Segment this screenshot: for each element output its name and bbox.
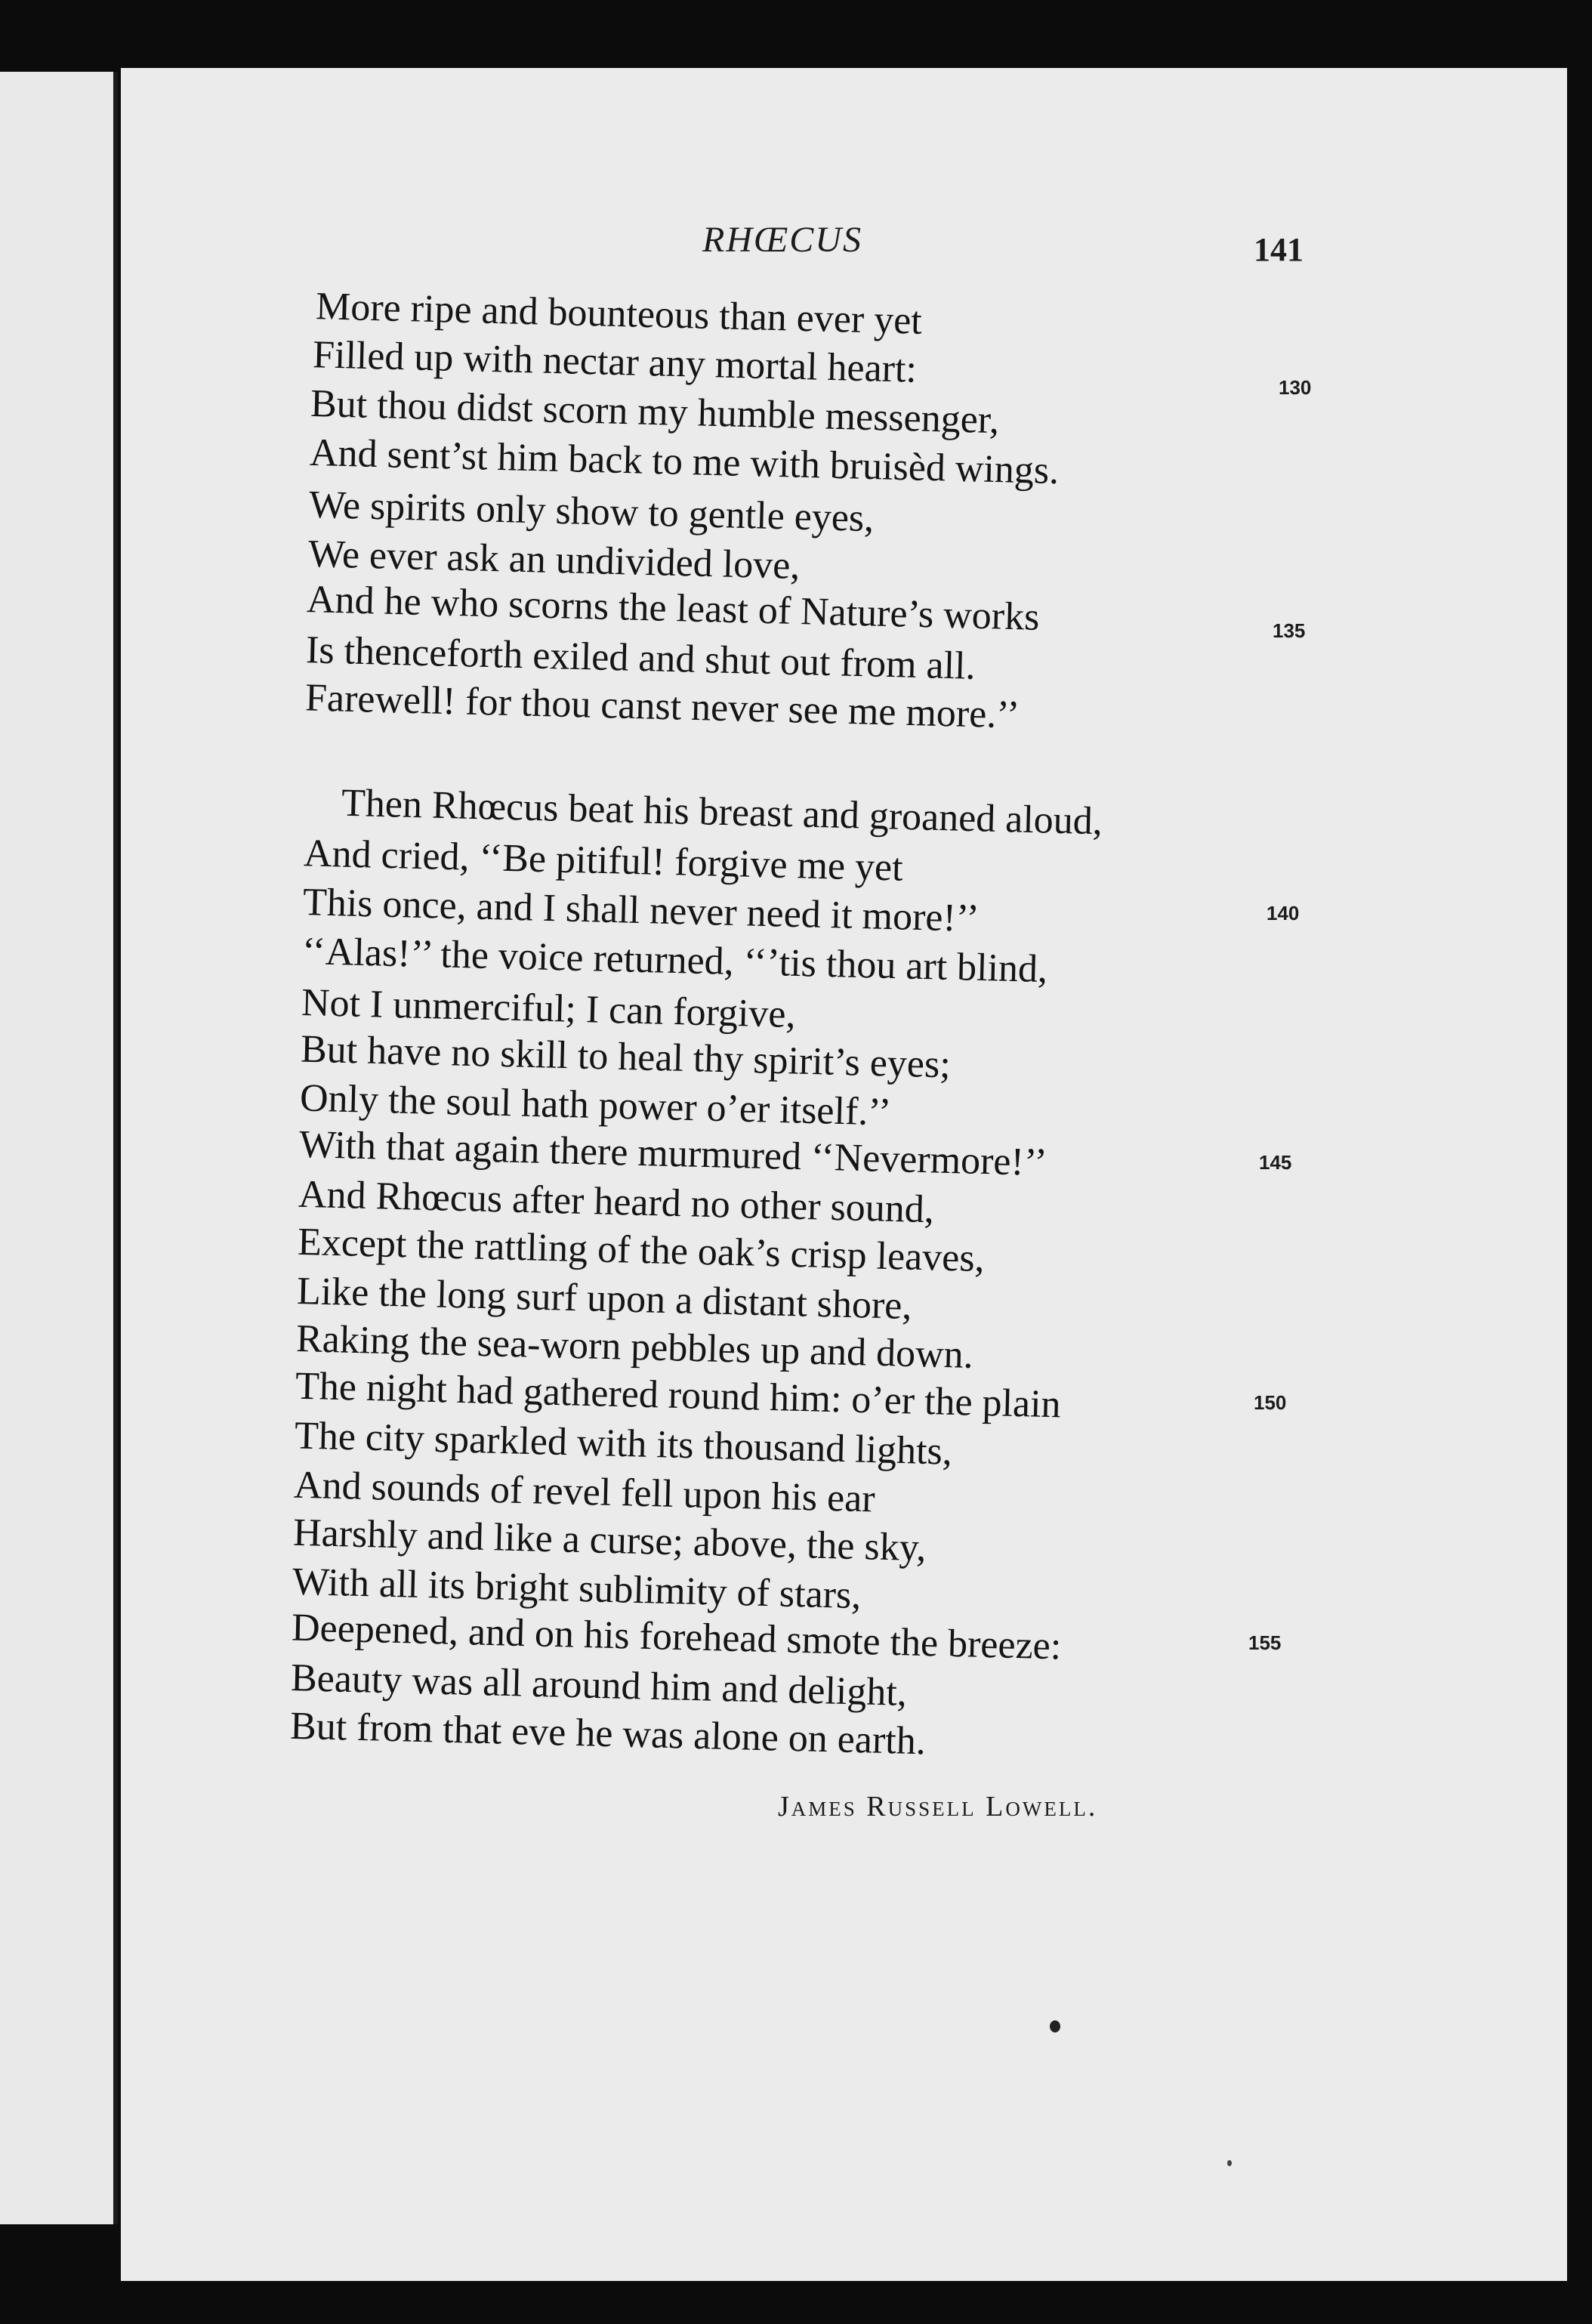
line-number: 155	[1248, 1631, 1282, 1654]
poem-line: But from that eve he was alone on earth.	[289, 1704, 927, 1764]
poem-line: Is thenceforth exiled and shut out from all.	[305, 628, 976, 688]
poem-line: With all its bright sublimity of stars,	[292, 1560, 862, 1618]
poem-line: With that again there murmured ‘‘Nevermore!’’	[298, 1122, 1048, 1185]
running-title: RHŒCUS	[702, 220, 862, 260]
poem-line: The night had gathered round him: o’er the plain	[295, 1364, 1062, 1427]
ink-speck	[1227, 2160, 1232, 2166]
poem-line: More ripe and bounteous than ever yet	[315, 285, 923, 343]
book-page	[121, 68, 1567, 2281]
poem-line: But have no skill to heal thy spirit’s eyes;	[300, 1027, 952, 1087]
author-attribution: James Russell Lowell.	[778, 1791, 1098, 1822]
poem-line: And sent’st him back to me with bruisèd wings.	[309, 431, 1060, 493]
line-number: 145	[1259, 1151, 1292, 1174]
poem-line: And cried, ‘‘Be pitiful! forgive me yet	[303, 832, 904, 890]
poem-line: And sounds of revel fell upon his ear	[293, 1463, 876, 1521]
poem-line: This once, and I shall never need it more!’’	[302, 881, 980, 940]
poem-line: But thou didst scorn my humble messenger,	[310, 381, 1000, 443]
poem-line: The city sparkled with its thousand lights,	[294, 1414, 953, 1474]
line-number: 130	[1279, 376, 1312, 399]
poem-line: And Rhœcus after heard no other sound,	[298, 1172, 935, 1232]
ink-speck	[1050, 2020, 1060, 2032]
line-number: 150	[1254, 1391, 1287, 1414]
line-number: 135	[1273, 619, 1306, 642]
poem-line: ‘‘Alas!’’ the voice returned, ‘‘’tis thou art blind,	[301, 929, 1048, 992]
poem-line: Not I unmerciful; I can forgive,	[301, 981, 797, 1036]
adjacent-page-edge	[0, 72, 118, 2224]
poem-line: Like the long surf upon a distant shore,	[296, 1270, 913, 1328]
poem-line: We spirits only show to gentle eyes,	[308, 483, 875, 541]
line-number: 140	[1267, 902, 1300, 924]
poem-line: Only the soul hath power o’er itself.’’	[299, 1076, 892, 1134]
poem-line: Deepened, and on his forehead smote the breeze:	[291, 1606, 1062, 1668]
poem-line: Then Rhœcus beat his breast and groaned aloud,	[341, 781, 1103, 844]
poem-line: Raking the sea-worn pebbles up and down.	[295, 1317, 974, 1377]
poem-line: Farewell! for thou canst never see me more.’’	[304, 676, 1020, 737]
poem-line: Filled up with nectar any mortal heart:	[312, 333, 918, 391]
poem-line: Beauty was all around him and delight,	[290, 1656, 908, 1714]
page-number: 141	[1254, 231, 1304, 268]
poem-line: Harshly and like a curse; above, the sky,	[292, 1511, 927, 1570]
poem-line: Except the rattling of the oak’s crisp leaves,	[297, 1220, 986, 1281]
poem-line: And he who scorns the least of Nature’s works	[306, 578, 1041, 639]
poem-line: We ever ask an undivided love,	[307, 532, 801, 588]
